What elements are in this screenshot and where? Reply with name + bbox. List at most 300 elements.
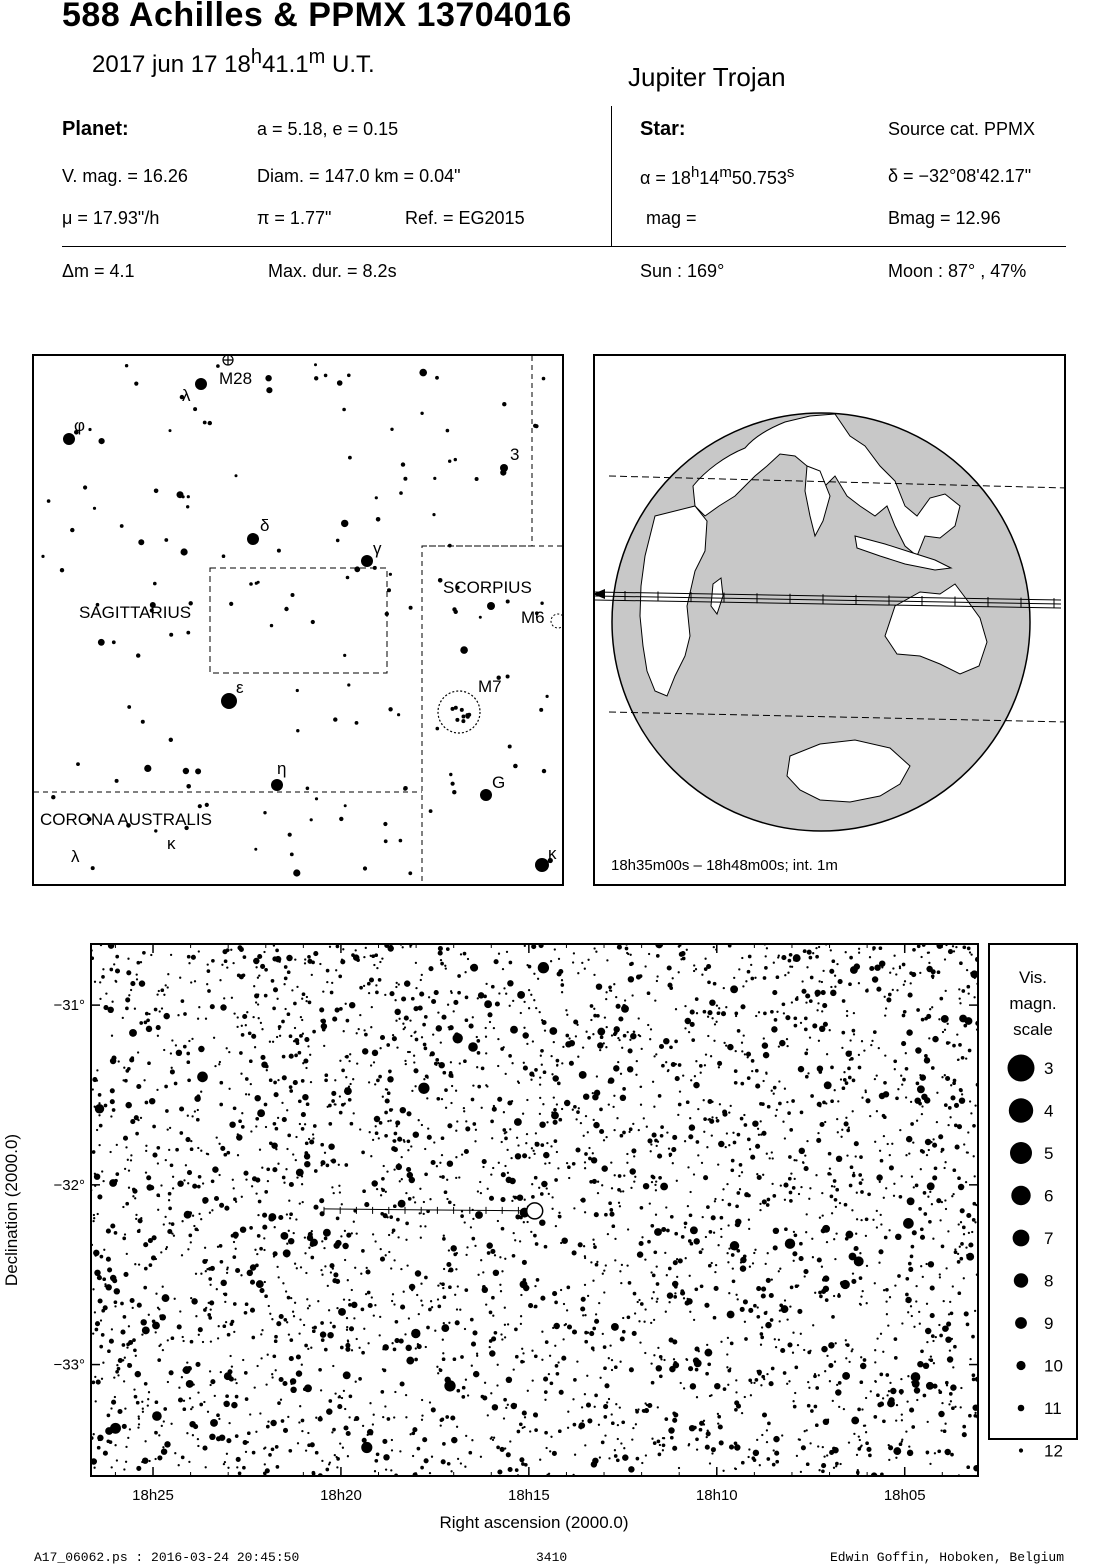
field-star: [299, 1318, 301, 1320]
field-star: [300, 1266, 302, 1268]
field-star: [630, 1187, 632, 1189]
field-star: [761, 1434, 763, 1436]
field-star: [841, 1129, 843, 1131]
field-star: [277, 1079, 279, 1081]
field-star: [270, 1420, 276, 1426]
field-star: [878, 1249, 883, 1254]
field-star: [720, 1236, 722, 1238]
finder-star: [448, 544, 452, 548]
field-star: [839, 1202, 841, 1204]
field-star: [619, 1361, 621, 1363]
field-star: [717, 1061, 722, 1066]
field-star: [179, 1310, 181, 1312]
m7-member-star: [460, 708, 464, 712]
field-star: [852, 1174, 856, 1178]
field-star: [627, 1228, 629, 1230]
field-star: [722, 1188, 724, 1190]
field-star: [330, 991, 334, 995]
field-star: [970, 1112, 972, 1114]
field-star: [550, 1055, 552, 1057]
field-star: [643, 1183, 649, 1189]
field-star: [413, 1068, 418, 1073]
field-star: [894, 1068, 896, 1070]
field-star: [653, 1106, 655, 1108]
field-star: [264, 1281, 266, 1283]
field-star: [725, 1146, 727, 1148]
finder-star: [311, 620, 315, 624]
field-star: [95, 1104, 105, 1114]
field-star: [128, 994, 130, 996]
field-star: [344, 1408, 346, 1410]
field-star: [581, 962, 583, 964]
finder-star: [134, 382, 138, 386]
field-star: [308, 1305, 310, 1307]
field-star: [209, 1300, 214, 1305]
field-star: [304, 1344, 308, 1348]
field-star: [650, 1028, 652, 1030]
field-star: [911, 1245, 915, 1249]
field-star: [714, 1286, 719, 1291]
field-star: [327, 1106, 329, 1108]
field-star: [209, 1384, 211, 1386]
field-star: [971, 1335, 975, 1339]
field-star: [895, 1457, 897, 1459]
field-star: [587, 1131, 589, 1133]
field-star: [515, 1214, 520, 1219]
field-star: [619, 1205, 621, 1207]
field-star: [660, 1134, 664, 1138]
field-star: [540, 1192, 544, 1196]
field-star: [532, 1075, 534, 1077]
field-star: [734, 1012, 738, 1016]
field-star: [730, 985, 738, 993]
field-star: [145, 1150, 147, 1152]
field-star: [863, 1049, 865, 1051]
field-star: [432, 1033, 434, 1035]
field-star: [459, 1062, 461, 1064]
field-star: [748, 955, 752, 959]
field-star: [866, 1447, 871, 1452]
field-star: [592, 1179, 597, 1184]
field-star: [312, 1137, 314, 1139]
field-star: [551, 1196, 553, 1198]
field-star: [655, 1214, 657, 1216]
field-star: [551, 1208, 553, 1210]
field-star: [532, 1379, 534, 1381]
field-star: [808, 1387, 810, 1389]
field-star: [333, 1242, 339, 1248]
field-star: [613, 983, 615, 985]
field-star: [110, 1223, 115, 1228]
field-star: [967, 1131, 969, 1133]
field-star: [901, 1419, 903, 1421]
field-star: [740, 1082, 744, 1086]
field-star: [472, 1218, 474, 1220]
field-star: [636, 1457, 640, 1461]
field-star: [134, 1263, 136, 1265]
field-star: [125, 997, 130, 1002]
field-star: [191, 1406, 193, 1408]
field-star: [912, 1380, 920, 1388]
field-star: [603, 1404, 608, 1409]
field-star: [611, 1034, 613, 1036]
field-star: [766, 1153, 768, 1155]
field-star: [821, 1192, 823, 1194]
field-star: [257, 1214, 259, 1216]
field-star: [732, 1267, 734, 1269]
field-star: [492, 1107, 497, 1112]
field-star: [288, 1238, 294, 1244]
field-star: [231, 997, 233, 999]
finder-star: [216, 364, 220, 368]
field-star: [744, 1192, 749, 1197]
field-star: [261, 1167, 263, 1169]
field-star: [301, 1112, 306, 1117]
m28-cluster-icon: [223, 356, 233, 365]
field-star: [817, 1002, 819, 1004]
field-star: [592, 1152, 594, 1154]
field-star: [876, 1210, 878, 1212]
field-star: [395, 1320, 399, 1324]
field-star: [865, 1235, 867, 1237]
field-star: [276, 998, 278, 1000]
field-star: [938, 1018, 940, 1020]
field-star: [95, 1400, 97, 1402]
field-star: [597, 1192, 599, 1194]
field-star: [418, 1313, 420, 1315]
finder-star: [154, 829, 157, 832]
field-star: [709, 1118, 711, 1120]
finder-bright-star: [487, 602, 495, 610]
field-star: [851, 1209, 853, 1211]
field-star: [338, 975, 342, 979]
field-star: [931, 1006, 933, 1008]
field-star: [861, 1408, 863, 1410]
field-star: [693, 970, 695, 972]
field-star: [228, 1422, 230, 1424]
field-star: [588, 1147, 590, 1149]
field-star: [513, 1368, 515, 1370]
field-star: [690, 1242, 694, 1246]
field-star: [504, 1165, 506, 1167]
field-star: [190, 981, 192, 983]
field-star: [830, 1066, 834, 1070]
field-star: [292, 1311, 294, 1313]
field-star: [844, 1203, 848, 1207]
field-star: [311, 974, 313, 976]
field-star: [590, 1019, 592, 1021]
field-star: [378, 1075, 382, 1079]
field-star: [968, 1414, 972, 1418]
field-star: [944, 1449, 950, 1455]
field-star: [905, 1154, 907, 1156]
field-star: [598, 1424, 600, 1426]
field-star: [420, 979, 422, 981]
field-star: [770, 1010, 774, 1014]
field-star: [188, 962, 190, 964]
field-star: [128, 1187, 130, 1189]
field-star: [792, 1186, 796, 1190]
field-star: [260, 1357, 262, 1359]
field-star: [844, 1121, 849, 1126]
field-star: [275, 956, 281, 962]
field-star: [282, 1055, 286, 1059]
field-star: [130, 1119, 135, 1124]
field-star: [667, 1292, 673, 1298]
field-star: [667, 1070, 669, 1072]
greek-kappa-sco: κ: [548, 844, 557, 863]
field-star: [592, 1033, 594, 1035]
field-star: [363, 1029, 365, 1031]
m7-member-star: [455, 718, 459, 722]
field-star: [137, 1426, 139, 1428]
field-star: [674, 1292, 676, 1294]
field-star: [586, 1375, 588, 1377]
field-star: [664, 1252, 666, 1254]
field-star: [235, 1395, 239, 1399]
field-star: [827, 1172, 831, 1176]
field-star: [505, 993, 507, 995]
field-star: [146, 1175, 151, 1180]
field-star: [336, 1466, 338, 1468]
field-star: [596, 1075, 598, 1077]
field-star: [306, 1102, 310, 1106]
field-star: [117, 1374, 119, 1376]
field-star: [259, 1149, 261, 1151]
field-star: [310, 1256, 314, 1260]
field-star: [185, 1164, 187, 1166]
field-star: [911, 1375, 913, 1377]
field-star: [346, 1317, 348, 1319]
field-star: [160, 1318, 162, 1320]
field-star: [795, 1284, 799, 1288]
field-star: [882, 1351, 884, 1353]
finder-star: [291, 593, 295, 597]
field-star: [189, 1421, 195, 1427]
field-star: [742, 985, 744, 987]
field-star: [305, 1141, 309, 1145]
field-star: [441, 1175, 445, 1179]
field-star: [118, 1060, 120, 1062]
finder-star: [337, 380, 343, 386]
header-divider: [611, 106, 612, 247]
field-star: [448, 1200, 452, 1204]
field-star: [647, 1240, 651, 1244]
field-star: [555, 1225, 557, 1227]
legend-mag-label: 9: [1044, 1314, 1054, 1333]
field-star: [747, 1456, 749, 1458]
field-star: [682, 1074, 684, 1076]
field-star: [929, 1191, 931, 1193]
field-star: [709, 1230, 713, 1234]
field-star: [573, 1019, 578, 1024]
field-star: [938, 1324, 940, 1326]
field-star: [303, 1387, 307, 1391]
field-star: [916, 1008, 920, 1012]
field-star: [861, 1097, 863, 1099]
field-star: [376, 967, 378, 969]
field-star: [501, 1227, 505, 1231]
field-star: [322, 990, 324, 992]
field-star: [301, 1127, 305, 1131]
field-star: [774, 1018, 778, 1022]
field-star: [608, 1201, 612, 1205]
field-star: [546, 1121, 548, 1123]
field-star: [775, 1346, 777, 1348]
field-star: [700, 1284, 704, 1288]
finder-star: [208, 421, 212, 425]
field-star: [932, 1036, 938, 1042]
field-star: [603, 1345, 607, 1349]
field-star: [651, 1381, 655, 1385]
field-star: [944, 1074, 946, 1076]
field-star: [143, 1242, 148, 1247]
field-star: [514, 1328, 518, 1332]
field-star: [273, 987, 278, 992]
finder-bright-star: [271, 779, 283, 791]
field-star: [454, 1032, 459, 1037]
field-star: [697, 1154, 699, 1156]
field-star: [258, 974, 260, 976]
field-star: [123, 1067, 125, 1069]
field-star: [750, 964, 752, 966]
field-star: [587, 1418, 592, 1423]
field-star: [384, 994, 386, 996]
field-star: [920, 1168, 922, 1170]
field-star: [162, 1294, 170, 1302]
field-star: [958, 1184, 964, 1190]
field-star: [309, 1054, 311, 1056]
field-star: [92, 1077, 97, 1082]
field-star: [224, 1461, 226, 1463]
field-star: [704, 1064, 706, 1066]
field-star: [379, 1047, 381, 1049]
field-star: [860, 1304, 862, 1306]
field-star: [842, 999, 846, 1003]
field-star: [650, 1150, 652, 1152]
field-star: [771, 1151, 773, 1153]
finder-star: [265, 375, 271, 381]
field-star: [590, 1261, 592, 1263]
field-star: [969, 1358, 971, 1360]
field-star: [673, 1260, 678, 1265]
field-star: [530, 1231, 532, 1233]
field-star: [266, 1167, 270, 1171]
field-star: [762, 1042, 768, 1048]
field-star: [628, 1281, 632, 1285]
field-star: [200, 1218, 202, 1220]
field-star: [442, 1071, 446, 1075]
field-star: [613, 1065, 619, 1071]
field-star: [534, 1285, 536, 1287]
field-star: [501, 1338, 503, 1340]
field-star: [896, 1404, 898, 1406]
field-star: [126, 1346, 128, 1348]
field-star: [195, 1362, 200, 1367]
field-star: [952, 1044, 956, 1048]
field-star: [745, 980, 747, 982]
field-star: [450, 1102, 452, 1104]
field-star: [171, 1039, 173, 1041]
field-star: [421, 1124, 423, 1126]
field-star: [880, 1223, 882, 1225]
field-star: [524, 1463, 528, 1467]
field-star: [489, 1346, 491, 1348]
field-star: [186, 1052, 190, 1056]
field-star: [174, 1082, 178, 1086]
field-star: [249, 1413, 251, 1415]
field-star: [717, 1422, 719, 1424]
field-star: [192, 1184, 197, 1189]
field-star: [950, 1084, 952, 1086]
field-star: [899, 1195, 903, 1199]
field-star: [640, 1206, 644, 1210]
field-star: [944, 1161, 946, 1163]
field-star: [287, 970, 291, 974]
field-star: [198, 1334, 200, 1336]
field-star: [734, 1408, 738, 1412]
x-tick-label: 18h10: [695, 1487, 738, 1504]
field-star: [106, 1229, 111, 1234]
field-star: [190, 1408, 192, 1410]
field-star: [659, 1355, 663, 1359]
field-star: [421, 1036, 423, 1038]
field-star: [580, 1122, 582, 1124]
field-star: [735, 1050, 737, 1052]
field-star: [658, 1176, 662, 1180]
field-star: [455, 1156, 457, 1158]
field-star: [859, 1276, 863, 1280]
field-star: [343, 1030, 345, 1032]
field-star: [911, 1176, 913, 1178]
detail-chart: [0, 930, 1096, 1540]
field-star: [236, 1134, 242, 1140]
field-star: [968, 1242, 973, 1247]
field-star: [483, 995, 487, 999]
field-star: [301, 1419, 305, 1423]
field-star: [930, 1286, 935, 1291]
field-star: [730, 1241, 739, 1250]
field-star: [363, 1328, 365, 1330]
field-star: [678, 1258, 683, 1263]
field-star: [760, 1336, 764, 1340]
field-star: [317, 1300, 319, 1302]
field-star: [202, 1259, 207, 1264]
field-star: [696, 1012, 698, 1014]
field-star: [210, 1419, 218, 1427]
field-star: [690, 1079, 692, 1081]
field-star: [709, 1462, 711, 1464]
field-star: [376, 1079, 380, 1083]
field-star: [865, 1441, 869, 1445]
field-star: [411, 1329, 420, 1338]
field-star: [307, 1348, 309, 1350]
field-star: [245, 1178, 247, 1180]
field-star: [466, 1246, 468, 1248]
field-star: [138, 1423, 140, 1425]
field-star: [758, 1011, 760, 1013]
field-star: [763, 1037, 765, 1039]
field-star: [656, 954, 660, 958]
field-star: [249, 1226, 253, 1230]
field-star: [696, 1396, 698, 1398]
field-star: [556, 1151, 558, 1153]
field-star: [752, 1262, 754, 1264]
field-star: [242, 973, 246, 977]
field-star: [356, 1338, 358, 1340]
field-star: [460, 1462, 462, 1464]
field-star: [421, 1419, 423, 1421]
